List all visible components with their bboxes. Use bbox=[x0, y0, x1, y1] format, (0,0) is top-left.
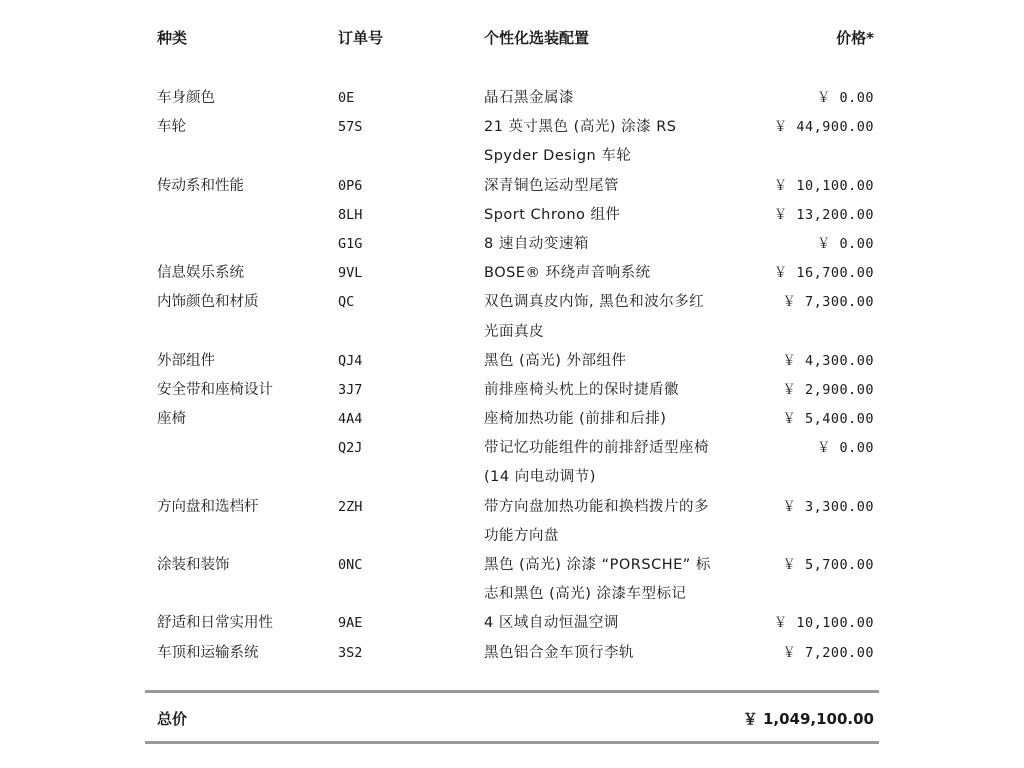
table-header bbox=[0, 27, 1024, 51]
row-description: 前排座椅头枕上的保时捷盾徽 bbox=[484, 381, 679, 398]
row-description: BOSE® 环绕声音响系统 bbox=[484, 265, 651, 282]
header-order-number: 订单号 bbox=[338, 29, 384, 47]
table-row bbox=[0, 230, 1024, 259]
table-row bbox=[0, 172, 1024, 201]
row-price: ￥ 7,200.00 bbox=[782, 644, 874, 661]
row-code: 0NC bbox=[338, 557, 363, 574]
table-row bbox=[0, 288, 1024, 346]
row-price: ￥ 0.00 bbox=[816, 440, 874, 457]
row-description: 黑色铝合金车顶行李轨 bbox=[484, 644, 634, 661]
row-category: 涂装和装饰 bbox=[157, 557, 230, 574]
header-category: 种类 bbox=[157, 29, 188, 47]
row-description: 带记忆功能组件的前排舒适型座椅 (14 向电动调节) bbox=[484, 440, 709, 486]
table-row bbox=[0, 259, 1024, 288]
table-row bbox=[0, 113, 1024, 171]
row-category: 座椅 bbox=[157, 411, 186, 428]
row-category: 舒适和日常实用性 bbox=[157, 615, 273, 632]
row-price: ￥ 5,700.00 bbox=[782, 557, 874, 574]
total-label: 总价 bbox=[157, 710, 188, 728]
table-row bbox=[0, 551, 1024, 609]
row-code: 9AE bbox=[338, 615, 363, 632]
row-price: ￥ 13,200.00 bbox=[773, 206, 874, 223]
row-category: 信息娱乐系统 bbox=[157, 265, 244, 282]
row-category: 车顶和运输系统 bbox=[157, 644, 259, 661]
row-price: ￥ 10,100.00 bbox=[773, 177, 874, 194]
row-description: 带方向盘加热功能和换档拨片的多 功能方向盘 bbox=[484, 498, 709, 544]
row-category: 内饰颜色和材质 bbox=[157, 294, 259, 311]
row-description: 4 区域自动恒温空调 bbox=[484, 615, 619, 632]
row-code: 3J7 bbox=[338, 381, 363, 398]
row-category: 方向盘和选档杆 bbox=[157, 498, 259, 515]
row-price: ￥ 10,100.00 bbox=[773, 615, 874, 632]
table-row bbox=[0, 434, 1024, 492]
row-description: 晶石黑金属漆 bbox=[484, 90, 574, 106]
row-description: Sport Chrono 组件 bbox=[484, 206, 621, 223]
row-code: G1G bbox=[338, 235, 363, 252]
row-code: QJ4 bbox=[338, 352, 363, 369]
row-code: Q2J bbox=[338, 440, 363, 457]
option-list bbox=[0, 84, 1024, 668]
total-divider-bottom bbox=[145, 741, 879, 744]
total-divider-top bbox=[145, 690, 879, 693]
total-price: ￥ 1,049,100.00 bbox=[742, 710, 874, 728]
row-description: 黑色 (高光) 外部组件 bbox=[484, 352, 627, 369]
row-category: 外部组件 bbox=[157, 352, 215, 369]
row-category: 传动系和性能 bbox=[157, 177, 244, 194]
table-row bbox=[0, 376, 1024, 405]
row-code: 0E bbox=[338, 90, 355, 106]
row-price: ￥ 0.00 bbox=[816, 235, 874, 252]
table-row bbox=[0, 609, 1024, 638]
row-description: 深青铜色运动型尾管 bbox=[484, 177, 619, 194]
row-price: ￥ 44,900.00 bbox=[773, 119, 874, 136]
row-code: 8LH bbox=[338, 206, 363, 223]
table-row bbox=[0, 201, 1024, 230]
row-description: 座椅加热功能 (前排和后排) bbox=[484, 411, 667, 428]
row-description: 黑色 (高光) 涂漆 “PORSCHE” 标 志和黑色 (高光) 涂漆车型标记 bbox=[484, 557, 711, 603]
row-code: 0P6 bbox=[338, 177, 363, 194]
row-price: ￥ 4,300.00 bbox=[782, 352, 874, 369]
table-row bbox=[0, 405, 1024, 434]
header-configuration: 个性化选装配置 bbox=[484, 29, 590, 47]
row-description: 8 速自动变速箱 bbox=[484, 235, 589, 252]
row-code: 4A4 bbox=[338, 411, 363, 428]
row-price: ￥ 3,300.00 bbox=[782, 498, 874, 515]
row-code: 2ZH bbox=[338, 498, 363, 515]
row-code: QC bbox=[338, 294, 355, 311]
row-price: ￥ 2,900.00 bbox=[782, 381, 874, 398]
row-category: 车身颜色 bbox=[157, 90, 215, 106]
table-row bbox=[0, 639, 1024, 668]
table-row bbox=[0, 347, 1024, 376]
table-row bbox=[0, 493, 1024, 551]
row-price: ￥ 16,700.00 bbox=[773, 265, 874, 282]
table-row bbox=[0, 84, 1024, 113]
row-price: ￥ 0.00 bbox=[816, 90, 874, 106]
row-category: 安全带和座椅设计 bbox=[157, 381, 273, 398]
row-description: 21 英寸黑色 (高光) 涂漆 RS Spyder Design 车轮 bbox=[484, 119, 677, 165]
row-category: 车轮 bbox=[157, 119, 186, 136]
row-price: ￥ 5,400.00 bbox=[782, 411, 874, 428]
header-price: 价格* bbox=[836, 29, 874, 47]
row-code: 57S bbox=[338, 119, 363, 136]
row-code: 9VL bbox=[338, 265, 363, 282]
row-code: 3S2 bbox=[338, 644, 363, 661]
row-price: ￥ 7,300.00 bbox=[782, 294, 874, 311]
row-description: 双色调真皮内饰, 黑色和波尔多红 光面真皮 bbox=[484, 294, 705, 340]
